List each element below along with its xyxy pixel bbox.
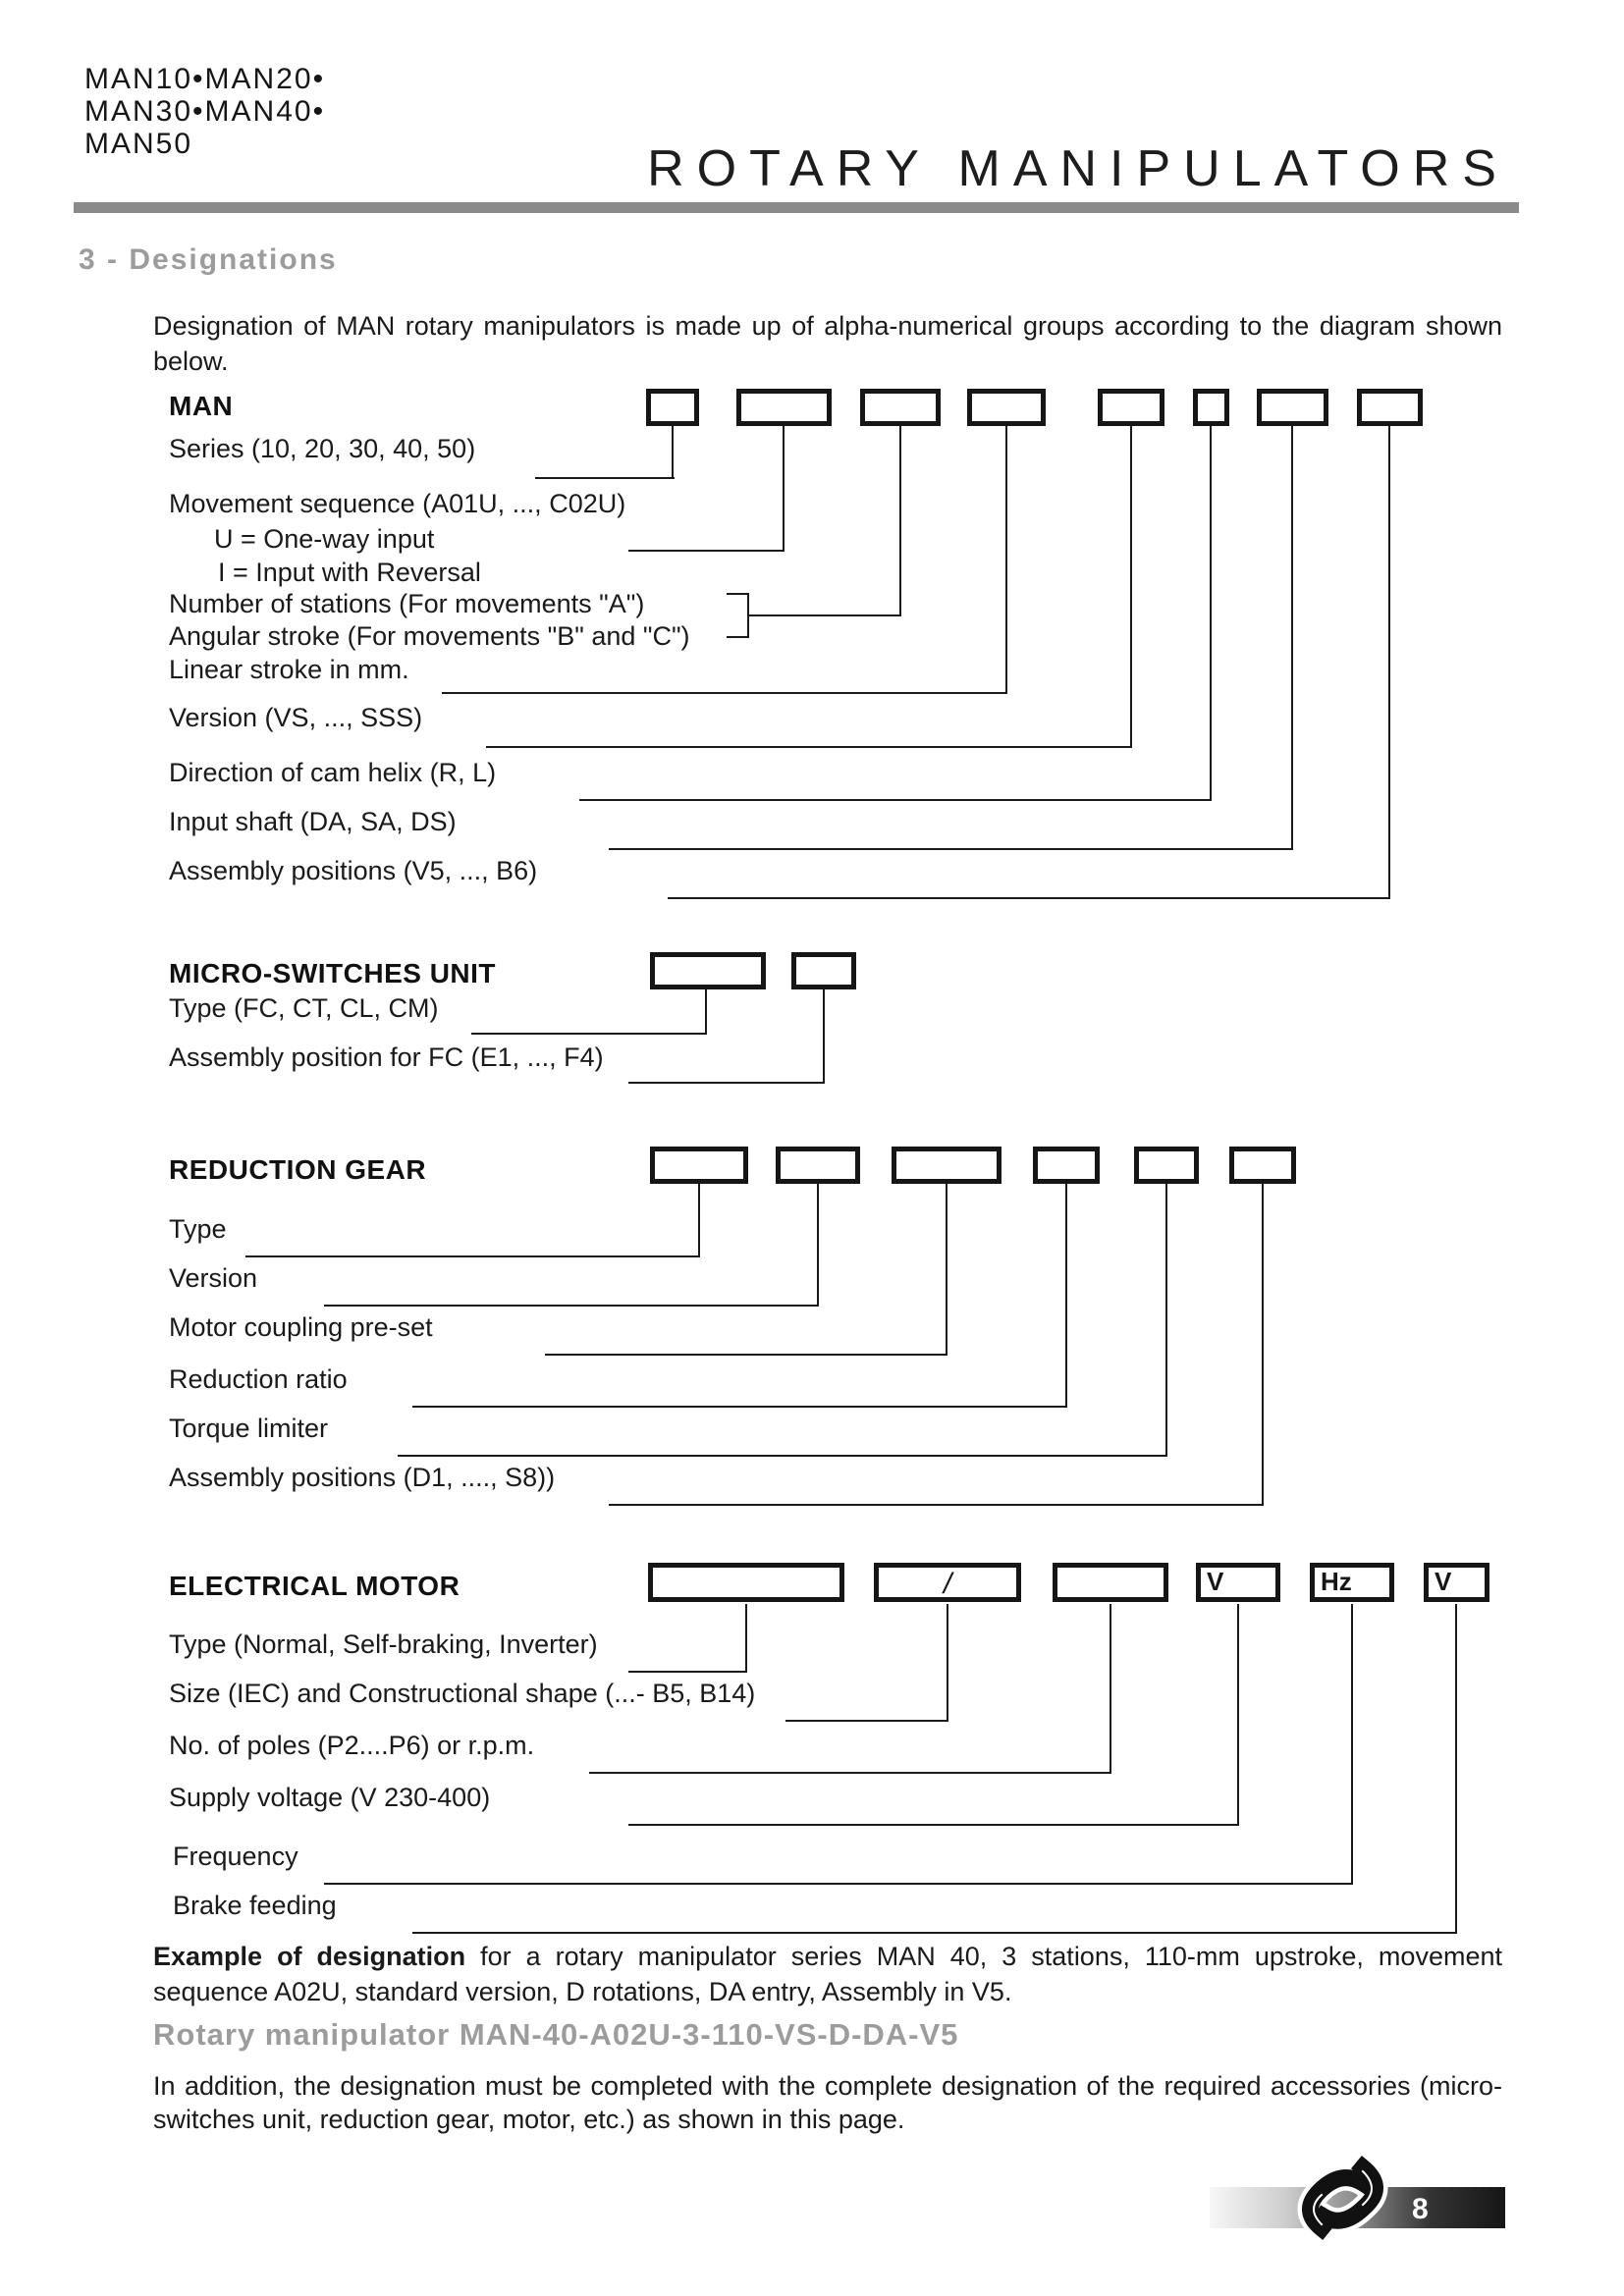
product-series-line-1: MAN10•MAN20•	[84, 63, 326, 95]
gear-label-assembly: Assembly positions (D1, ...., S8))	[169, 1463, 556, 1492]
bracket-tick-bottom	[727, 636, 749, 638]
connector-line	[705, 989, 707, 1035]
motor-box-type	[648, 1563, 844, 1602]
motor-label-type: Type (Normal, Self-braking, Inverter)	[169, 1629, 598, 1659]
connector-line	[412, 1406, 1067, 1408]
example-lead: Example of designation	[153, 1942, 466, 1971]
connector-line	[1291, 426, 1293, 850]
connector-line	[1237, 1604, 1239, 1826]
connector-line	[442, 692, 1007, 694]
man-label-input-shaft: Input shaft (DA, SA, DS)	[169, 807, 457, 836]
connector-line	[398, 1455, 1167, 1457]
example-rest: for a rotary manipulator series MAN 40, 3 stations, 110-mm upstroke, movement sequence A02U, standard version, D rotations, DA entry, Assembly in V5.	[153, 1942, 1502, 2006]
connector-line	[899, 426, 901, 616]
gear-box-reduction-ratio	[1033, 1147, 1100, 1184]
designation-example: Rotary manipulator MAN-40-A02U-3-110-VS-D-DA-V5	[153, 2017, 959, 2052]
gear-label-motor-coupling: Motor coupling pre-set	[169, 1312, 433, 1342]
connector-line	[324, 1883, 1353, 1885]
header-divider-bar	[74, 202, 1519, 213]
connector-line	[672, 426, 674, 479]
page-number: 8	[1412, 2193, 1429, 2225]
electrical-motor-heading: ELECTRICAL MOTOR	[169, 1571, 460, 1601]
slash-mark: /	[943, 1568, 952, 1600]
motor-label-size: Size (IEC) and Constructional shape (...- B5, B14)	[169, 1679, 756, 1708]
motor-box-brake-voltage: V	[1424, 1563, 1489, 1602]
example-paragraph	[153, 1939, 1502, 2009]
note-paragraph: In addition, the designation must be completed with the complete designation of the required accessories (micro-switches unit, reduction gear, motor, etc.) as shown in this page.	[153, 2071, 1502, 2134]
man-box-cam-helix	[1193, 389, 1229, 426]
product-series-line-2: MAN30•MAN40•	[84, 95, 326, 128]
man-box-stations	[860, 389, 941, 426]
motor-label-supply: Supply voltage (V 230-400)	[169, 1783, 491, 1812]
gear-label-torque-limiter: Torque limiter	[169, 1414, 329, 1443]
man-box-assembly	[1357, 389, 1423, 426]
connector-line	[1455, 1604, 1457, 1934]
man-box-linear-stroke	[967, 389, 1046, 426]
microswitch-box-type	[650, 952, 766, 989]
gear-box-type	[650, 1147, 748, 1184]
gear-box-assembly	[1229, 1147, 1296, 1184]
connector-line	[747, 614, 901, 616]
micro-switches-heading: MICRO-SWITCHES UNIT	[169, 958, 497, 988]
page-title: ROTARY MANIPULATORS	[647, 140, 1509, 197]
connector-line	[324, 1305, 819, 1307]
man-box-input-shaft	[1257, 389, 1328, 426]
connector-line	[471, 1033, 707, 1035]
microswitch-box-assembly	[791, 952, 856, 989]
connector-line	[628, 1082, 825, 1084]
connector-line	[628, 1671, 747, 1673]
man-label-movement-u: U = One-way input	[214, 524, 435, 554]
connector-line	[947, 1604, 948, 1722]
connector-line	[1351, 1604, 1353, 1885]
man-label-series: Series (10, 20, 30, 40, 50)	[169, 434, 476, 463]
motor-label-poles: No. of poles (P2....P6) or r.p.m.	[169, 1731, 535, 1760]
gear-box-version	[776, 1147, 860, 1184]
man-label-movement: Movement sequence (A01U, ..., C02U)	[169, 489, 626, 518]
connector-line	[817, 1184, 819, 1307]
man-label-linear: Linear stroke in mm.	[169, 655, 409, 684]
connector-line	[628, 550, 785, 552]
connector-line	[1065, 1184, 1067, 1408]
connector-line	[1262, 1184, 1264, 1506]
connector-line	[1130, 426, 1132, 748]
connector-line	[412, 1932, 1457, 1934]
section-heading-designations: 3 - Designations	[79, 243, 338, 276]
brand-logo-icon	[1292, 2156, 1394, 2247]
connector-line	[1388, 426, 1390, 899]
connector-line	[698, 1184, 700, 1257]
connector-line	[486, 746, 1132, 748]
man-label-version: Version (VS, ..., SSS)	[169, 703, 423, 732]
product-series-line-3: MAN50	[84, 128, 193, 160]
connector-line	[545, 1354, 947, 1356]
man-section-heading: MAN	[169, 391, 234, 421]
gear-label-type: Type	[169, 1214, 227, 1244]
microswitch-label-assembly: Assembly position for FC (E1, ..., F4)	[169, 1042, 604, 1072]
connector-line	[609, 848, 1293, 850]
motor-box-voltage: V	[1196, 1563, 1280, 1602]
motor-box-size	[874, 1563, 1021, 1602]
motor-box-poles	[1053, 1563, 1168, 1602]
connector-line	[1110, 1604, 1111, 1774]
man-box-version	[1098, 389, 1164, 426]
connector-line	[823, 989, 825, 1084]
gear-box-motor-coupling	[892, 1147, 1001, 1184]
connector-line	[579, 799, 1212, 801]
connector-line	[745, 1604, 747, 1673]
man-label-cam: Direction of cam helix (R, L)	[169, 758, 497, 787]
connector-line	[783, 426, 785, 552]
man-label-movement-i: I = Input with Reversal	[218, 558, 481, 587]
bracket-tick-top	[727, 593, 749, 595]
man-box-movement	[736, 389, 832, 426]
connector-line	[668, 897, 1390, 899]
intro-paragraph: Designation of MAN rotary manipulators is made up of alpha-numerical groups according to the diagram shown below.	[153, 311, 1502, 376]
connector-line	[946, 1184, 947, 1356]
connector-line	[589, 1772, 1111, 1774]
connector-line	[609, 1504, 1264, 1506]
connector-line	[245, 1255, 700, 1257]
gear-label-reduction-ratio: Reduction ratio	[169, 1364, 348, 1394]
man-label-stations: Number of stations (For movements "A")	[169, 589, 645, 618]
connector-line	[1005, 426, 1007, 694]
connector-line	[628, 1824, 1239, 1826]
motor-label-frequency: Frequency	[173, 1842, 298, 1871]
motor-box-frequency: Hz	[1310, 1563, 1394, 1602]
man-label-angular: Angular stroke (For movements "B" and "C")	[169, 621, 690, 651]
connector-line	[535, 477, 675, 479]
connector-line	[1210, 426, 1212, 801]
gear-label-version: Version	[169, 1263, 258, 1293]
man-label-assembly: Assembly positions (V5, ..., B6)	[169, 856, 538, 885]
microswitch-label-type: Type (FC, CT, CL, CM)	[169, 993, 439, 1023]
motor-label-brake: Brake feeding	[173, 1891, 337, 1920]
gear-box-torque-limiter	[1134, 1147, 1199, 1184]
reduction-gear-heading: REDUCTION GEAR	[169, 1154, 427, 1185]
man-box-series	[646, 389, 699, 426]
connector-line	[785, 1720, 948, 1722]
connector-line	[1165, 1184, 1167, 1457]
